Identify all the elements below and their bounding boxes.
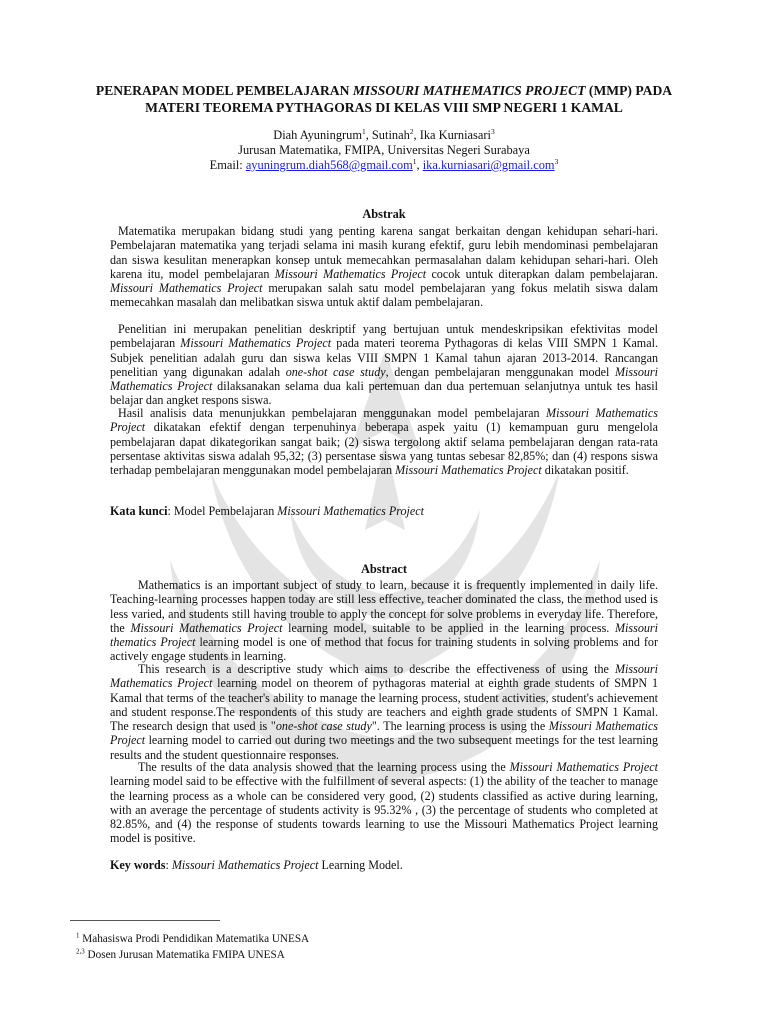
key-words: Key words: Missouri Mathematics Project Learning Model.	[110, 858, 403, 872]
abstrak-paragraph-1: Matematika merupakan bidang studi yang penting karena sangat berkaitan dengan kehidupan sehari-hari. Pembelajaran matematika yang terjadi selama ini masih kurang efektif, guru lebih mendominasi pembelajaran dan siswa kesulitan menerapkan konsep untuk memecahkan permasalahan dalam kehidupan sehari-hari. Oleh karena itu, model pembelajaran Missouri Mathematics Project cocok untuk diterapkan dalam pembelajaran. Missouri Mathematics Project merupakan salah satu model pembelajaran yang fokus melatih siswa dalam memecahkan masalah dan melibatkan siswa untuk aktif dalam pembelajaran.	[110, 224, 658, 310]
footnote-1: $^1$ Mahasiswa Prodi Pendidikan Matematika UNESA	[76, 931, 310, 945]
footnote-rule	[70, 920, 220, 921]
abstract-heading: Abstract	[360, 562, 408, 576]
abstract-paragraph-1: Mathematics is an important subject of study to learn, because it is frequently implemented in daily life. Teaching-learning processes happen today are still less effective, teacher dominated the class, the method used is less varied, and students still having trouble to apply the concept for solve problems in everyday life. Therefore, the Missouri Mathematics Project learning model, suitable to be applied in the learning process. Missouri thematics Project learning model is one of method that focus for training students in solving problems and for actively engage students in learning.	[110, 578, 658, 664]
abstrak-heading: Abstrak	[362, 207, 406, 221]
abstract-paragraph-3: The results of the data analysis showed that the learning process using the Missouri Mathematics Project learning model said to be effective with the fulfillment of several aspects: (1) the ability of the teacher to manage the learning process as a whole can be considered very good, (2) students classified as active during learning, with an average the percentage of students activity is 95.32% , (3) the percentage of students who completed at 82.85%, and (4) the response of students towards learning to use the Missouri Mathematics Project learning model is positive.	[110, 760, 658, 846]
author-names: Diah Ayuningrum$^1$, Sutinah$^2$, Ika Kurniasari$^3$	[273, 126, 495, 142]
email-line: Email: ayuningrum.diah568@gmail.com$^1$, ika.kurniasari@gmail.com$^3$	[209, 156, 559, 172]
paper-title: PENERAPAN MODEL PEMBELAJARAN MISSOURI MATHEMATICS PROJECT (MMP) PADA MATERI TEOREMA PYTHAGORAS DI KELAS VIII SMP NEGERI 1 KAMAL	[95, 83, 673, 115]
kata-kunci: Kata kunci: Model Pembelajaran Missouri Mathematics Project	[110, 504, 424, 518]
abstrak-paragraph-2: Penelitian ini merupakan penelitian deskriptif yang bertujuan untuk mendeskripsikan efektivitas model pembelajaran Missouri Mathematics Project pada materi teorema Pythagoras di kelas VIII SMPN 1 Kamal. Subjek penelitian adalah guru dan siswa kelas VIII SMPN 1 Kamal tahun ajaran 2013-2014. Rancangan penelitian yang digunakan adalah one-shot case study, dengan pembelajaran menggunakan model Missouri Mathematics Project dilaksanakan selama dua kali pertemuan dan dua pertemuan selanjutnya untuk tes hasil belajar dan angket respons siswa.	[110, 322, 658, 408]
abstrak-paragraph-3: Hasil analisis data menunjukkan pembelajaran menggunakan model pembelajaran Missouri Mathematics Project dikatakan efektif dengan terpenuhinya beberapa aspek yaitu (1) kemampuan guru mengelola pembelajaran dapat dikategorikan sangat baik; (2) siswa tergolong aktif selama pembelajaran dengan rata-rata persentase aktivitas siswa adalah 95,32; (3) persentase siswa yang tuntas sebesar 82,85%; dan (4) respons siswa terhadap pembelajaran menggunakan model pembelajaran Missouri Mathematics Project dikatakan positif.	[110, 406, 658, 478]
affiliation: Jurusan Matematika, FMIPA, Universitas Negeri Surabaya	[238, 143, 530, 157]
email-link-2[interactable]: ika.kurniasari@gmail.com	[422, 158, 555, 172]
email-link-1[interactable]: ayuningrum.diah568@gmail.com	[245, 158, 413, 172]
abstract-paragraph-2: This research is a descriptive study which aims to describe the effectiveness of using the Missouri Mathematics Project learning model on theorem of pythagoras material at eighth grade students of SMPN 1 Kamal that terms of the teacher's ability to manage the learning process, student activities, student's achievement and student response.The respondents of this study are teachers and eighth grade students of SMPN 1 Kamal. The research design that used is "one-shot case study". The learning process is using the Missouri Mathematics Project learning model to carried out during two meetings and the two subsequent meetings for the test learning results and the student questionnaire responses.	[110, 662, 658, 762]
author-block	[70, 128, 698, 173]
footnote-2: $^{2,3}$ Dosen Jurusan Matematika FMIPA UNESA	[76, 947, 285, 961]
